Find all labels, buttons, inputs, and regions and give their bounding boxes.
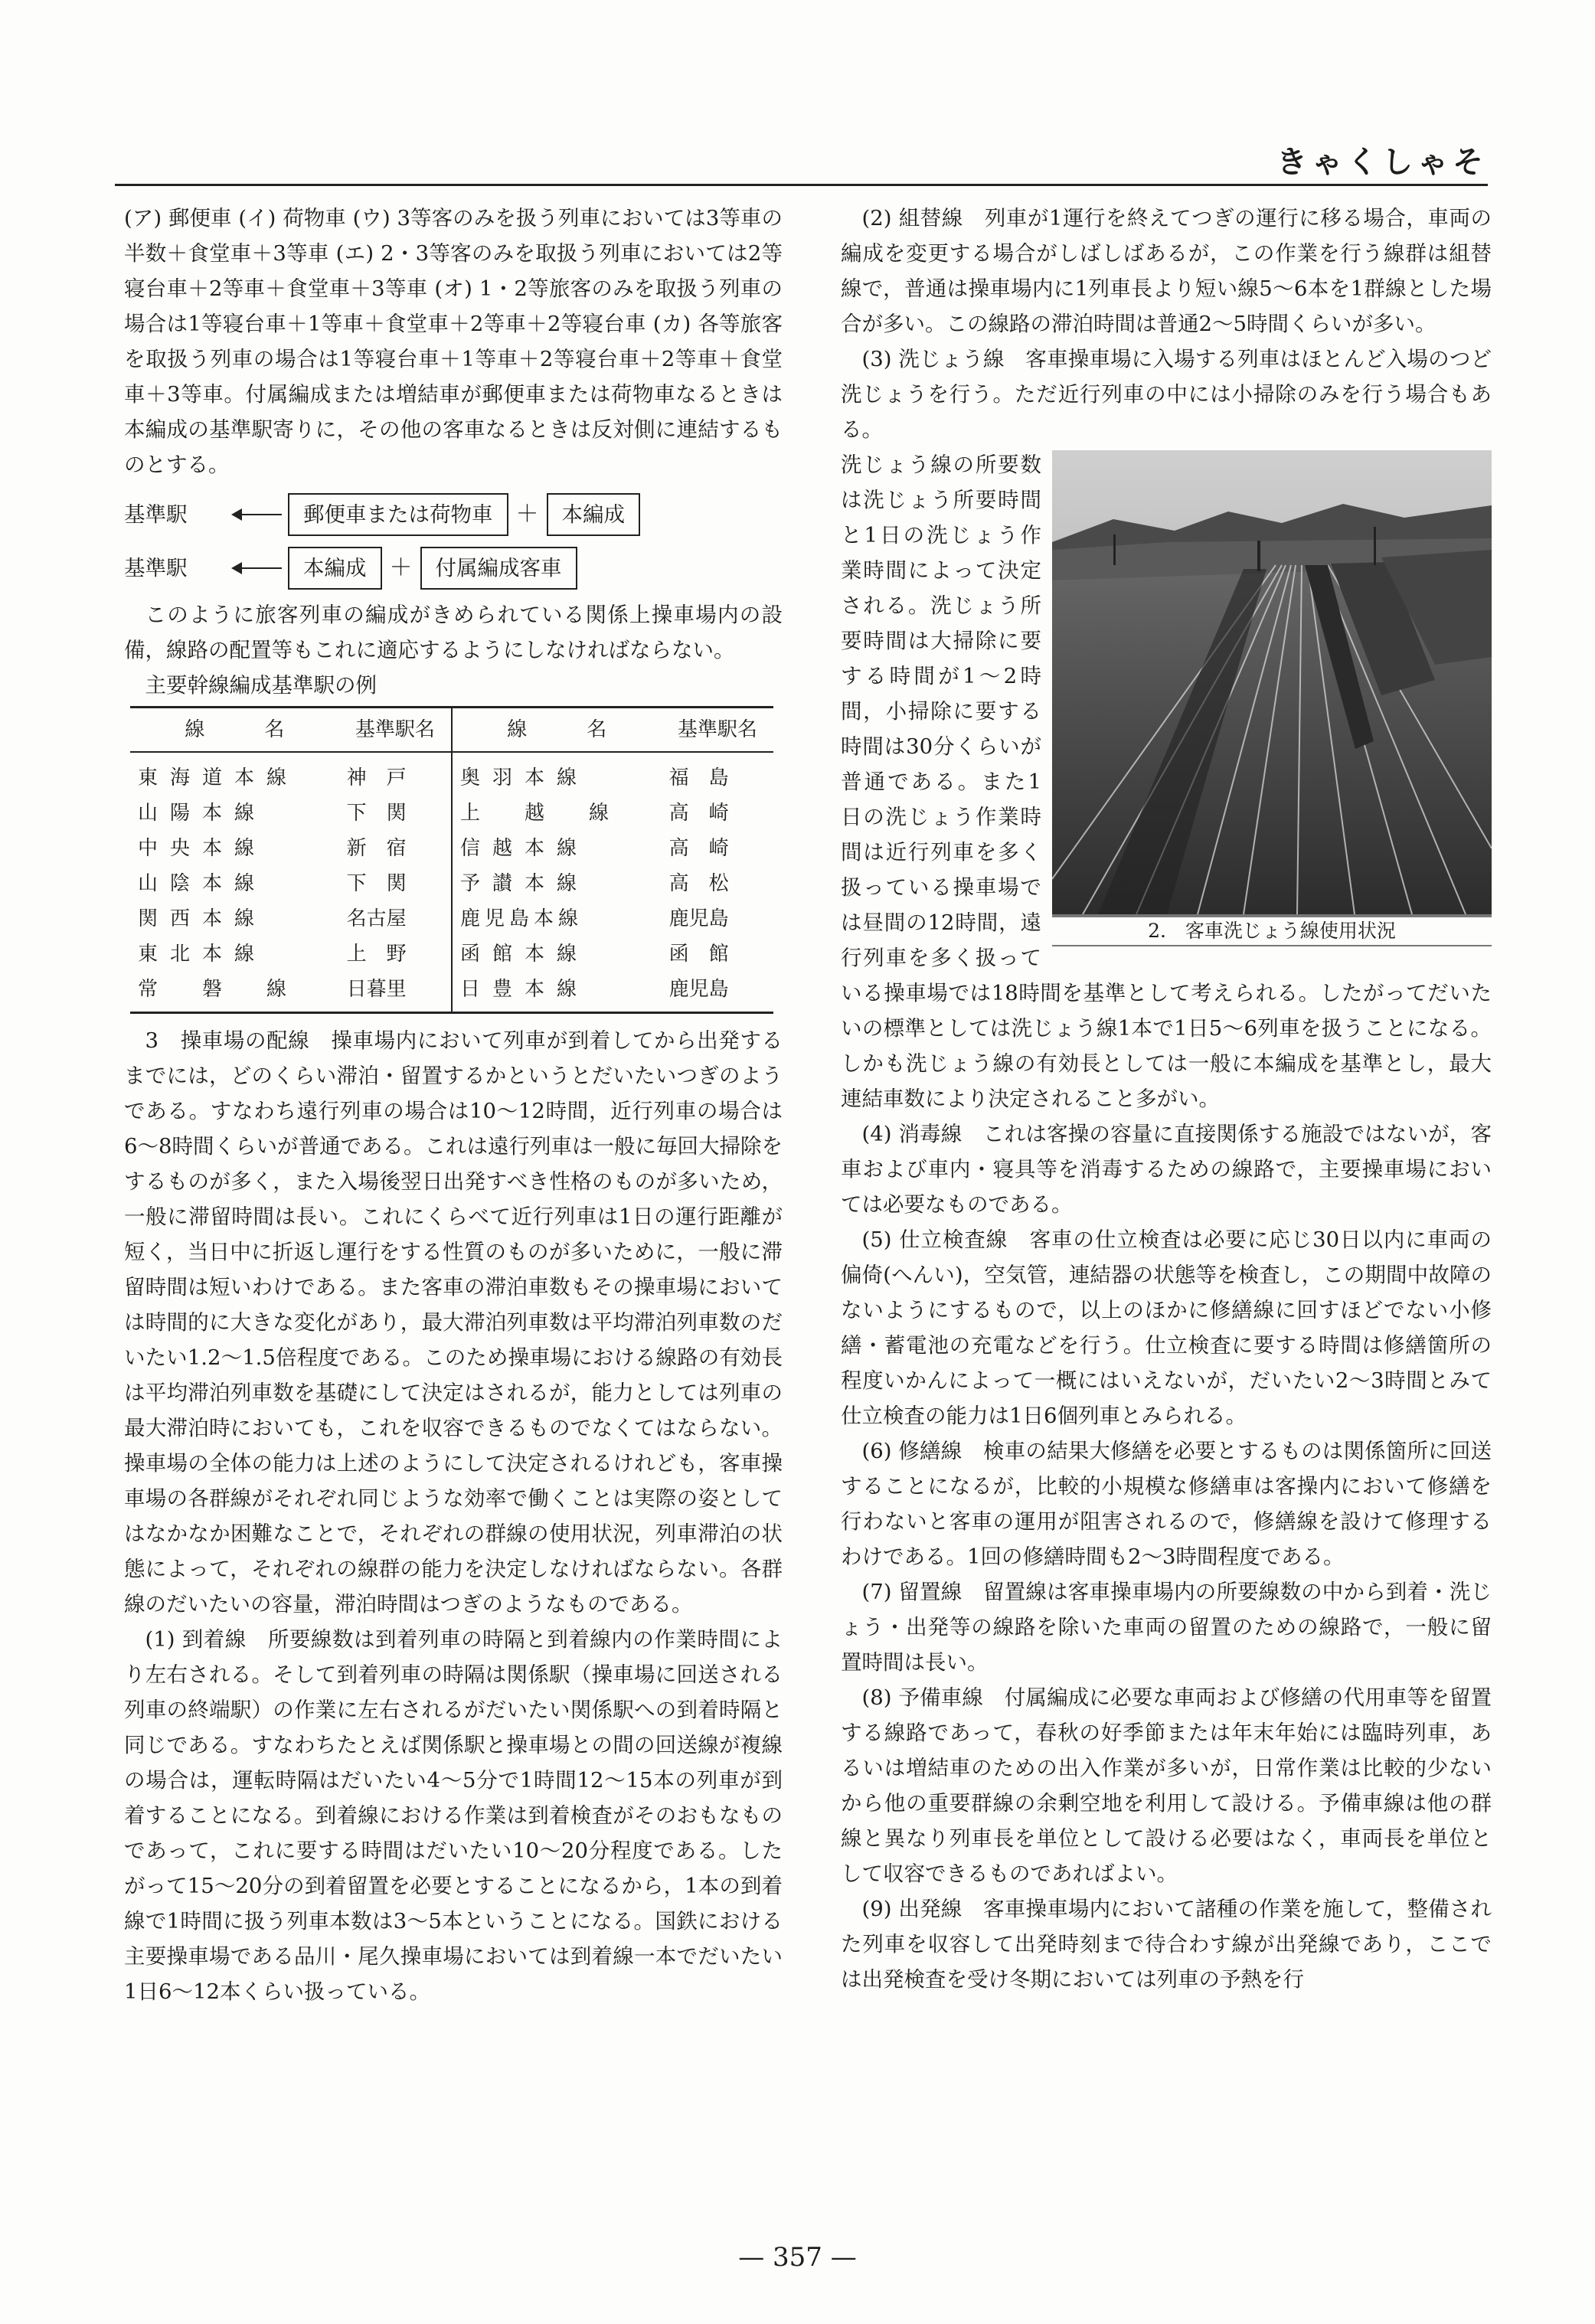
diagram-base-station-label: 基準駅 — [124, 502, 188, 527]
table-cell: 日豊本線 — [452, 972, 662, 1013]
table-row — [130, 831, 773, 866]
photo-wrap — [841, 447, 1492, 1116]
diagram-base-station-label: 基準駅 — [124, 556, 188, 580]
table-header: 線 名 — [130, 708, 339, 753]
table-row — [130, 752, 773, 796]
diagram-row-2 — [124, 544, 783, 593]
photo-caption: 2. 客車洗じょう線使用状況 — [1052, 917, 1492, 945]
table-cell: 高 崎 — [668, 802, 729, 825]
table-row — [130, 972, 773, 1013]
base-station-table — [130, 706, 773, 1014]
table-row — [130, 796, 773, 831]
paragraph-spare-car-track: (8) 予備車線 付属編成に必要な車両および修繕の代用車等を留置する線路であって，春秋の好季節または年末年始には臨時列車，あるいは増結車のための出入作業が多いが，日常作業は比較的少ないから他の重要群線の余剰空地を利用して設ける。予備車線は他の群線と異なり列車長を単位として設ける必要はなく，車両長を単位として収容できるものであればよい。 — [841, 1685, 1492, 1886]
left-column — [124, 201, 783, 2009]
table-cell: 下 関 — [339, 866, 452, 901]
paragraph-reformation-track: (2) 組替線 列車が1運行を終えてつぎの運行に移る場合，車両の編成を変更する場合がしばしばあるが，この作業を行う線群は組替線で，普通は操車場内に1列車長より短い線5〜6本を1群線とした場合が多い。この線路の滞泊時間は普通2〜5時間くらいが多い。 — [841, 206, 1492, 336]
diagram-box-main-set: 本編成 — [288, 547, 382, 590]
table-row — [130, 866, 773, 901]
composition-diagram — [124, 490, 783, 593]
paragraph-facility-note: このように旅客列車の編成がきめられている関係上操車場内の設備，線路の配置等もこれに適応するようにしなければならない。 — [124, 603, 783, 662]
table-cell: 高 崎 — [668, 837, 729, 860]
table-cell: 鹿児島 — [668, 907, 729, 930]
table-row — [130, 901, 773, 936]
table-cell: 中央本線 — [138, 837, 267, 860]
table-cell: 新 宿 — [339, 831, 452, 866]
running-head: きゃくしゃそ — [1276, 144, 1488, 180]
paragraph-washing-capacity: 洗じょう線の所要数は洗じょう所要時間と1日の洗じょう作業時間によって決定される。洗じょう所要時間は大掃除に要する時間が1〜2時間，小掃除に要する時間は30分くらいが普通である。また1日の洗じょう作業時間は近行列車を多く扱っている操車場では昼間の12時間，遠行列車を多く扱っている操車場では18時間を基準として考えられる。したがってだいたいの標準としては洗じょう線1本で1日5〜6列車を扱うことになる。しかも洗じょう線の有効長としては一般に本編成を基準とし，最大連結車数により決定されること多がい。 — [841, 453, 1492, 1111]
table-cell: 名古屋 — [339, 901, 452, 936]
table-cell: 鹿児島 — [662, 972, 773, 1013]
table-cell: 函 館 — [668, 943, 729, 966]
paragraph-train-composition: (ア) 郵便車 (イ) 荷物車 (ウ) 3等客のみを扱う列車においては3等車の半数＋食堂車＋3等車 (エ) 2・3等客のみを取扱う列車においては2等寝台車＋2等車＋食堂車＋3等車 (オ) 1・2等旅客のみを取扱う列車の場合は1等寝台車＋1等車＋食堂車＋2等車＋2等寝台車 (カ) 各等旅客を取扱う列車の場合は1等寝台車＋1等車＋2等寝台車＋2等車＋食堂車＋3等車。付属編成または増結車が郵便車または荷物車なるときは本編成の基準駅寄りに，その他の客車なるときは反対側に連結するものとする。 — [124, 206, 783, 477]
table-cell: 常 磐 線 — [130, 972, 339, 1013]
left-arrow-icon — [234, 514, 282, 515]
diagram-box-attached-cars: 付属編成客車 — [420, 547, 577, 590]
diagram-row-1 — [124, 490, 783, 539]
plus-sign: ＋ — [515, 501, 539, 528]
header-rule — [115, 184, 1488, 186]
table-header: 線 名 — [452, 708, 662, 753]
table-caption: 主要幹線編成基準駅の例 — [145, 673, 377, 698]
left-arrow-icon — [234, 567, 282, 569]
diagram-box-mail-baggage: 郵便車または荷物車 — [288, 493, 508, 536]
table-cell: 神 戸 — [339, 752, 452, 796]
table-row — [130, 936, 773, 972]
table-cell: 鹿児島本線 — [459, 907, 583, 930]
table-cell: 予讃本線 — [459, 872, 589, 895]
right-column — [841, 201, 1492, 1997]
table-header: 基準駅名 — [339, 708, 452, 753]
table-cell: 奥羽本線 — [459, 766, 589, 789]
washing-track-photo — [1052, 450, 1492, 946]
page-number: — 357 — — [738, 2242, 857, 2273]
paragraph-disinfection-track: (4) 消毒線 これは客操の容量に直接関係する施設ではないが，客車および車内・寝具等を消毒するための線路で，主要操車場においては必要なものである。 — [841, 1122, 1492, 1217]
plus-sign: ＋ — [389, 554, 413, 581]
table-cell: 下 関 — [339, 796, 452, 831]
rail-yard-photo-image — [1052, 450, 1492, 914]
table-cell: 山陰本線 — [138, 872, 267, 895]
paragraph-repair-track: (6) 修繕線 検車の結果大修繕を必要とするものは関係箇所に回送することになるが，比較的小規模な修繕車は客操内において修繕を行わないと客車の運用が阻害されるので，修繕線を設けて修理するわけである。1回の修繕時間も2〜3時間程度である。 — [841, 1439, 1492, 1569]
paragraph-washing-track: (3) 洗じょう線 客車操車場に入場する列車はほとんど入場のつど洗じょうを行う。ただ近行列車の中には小掃除のみを行う場合もある。 — [841, 347, 1492, 442]
table-cell: 日暮里 — [339, 972, 452, 1013]
table-header: 基準駅名 — [662, 708, 773, 753]
table-cell: 高 松 — [668, 872, 729, 895]
table-cell: 函館本線 — [459, 943, 589, 966]
paragraph-storage-track: (7) 留置線 留置線は客車操車場内の所要線数の中から到着・洗じょう・出発等の線路を除いた車両の留置のための線路で，一般に留置時間は長い。 — [841, 1580, 1492, 1675]
paragraph-yard-wiring: 3 操車場の配線 操車場内において列車が到着してから出発するまでには，どのくらい滞泊・留置するかというとだいたいつぎのようである。すなわち遠行列車の場合は10〜12時間，近行列車の場合は6〜8時間くらいが普通である。これは遠行列車は一般に毎回大掃除をするものが多く，また入場後翌日出発すべき性格のものが多いため，一般に滞留時間は長い。これにくらべて近行列車は1日の運行距離が短く，当日中に折返し運行をする性質のものが多いために，一般に滞留時間は短いわけである。また客車の滞泊車数もその操車場においては時間的に大きな変化があり，最大滞泊列車数は平均滞泊列車数のだいたい1.2〜1.5倍程度である。このため操車場における線路の有効長は平均滞泊列車数を基礎にして決定はされるが，能力としては列車の最大滞泊時においても，これを収容できるものでなくてはならない。操車場の全体の能力は上述のようにして決定されるけれども，客車操車場の各群線がそれぞれ同じような効率で働くことは実際の姿としてはなかなか困難なことで，それぞれの群線の使用状況，列車滞泊の状態によって，それぞれの線群の能力を決定しなければならない。各群線のだいたいの容量，滞泊時間はつぎのようなものである。 — [124, 1028, 783, 1616]
table-cell: 山陽本線 — [138, 802, 267, 825]
table-cell: 福 島 — [668, 766, 729, 789]
table-cell: 信越本線 — [459, 837, 589, 860]
table-cell: 東北本線 — [138, 943, 267, 966]
table-cell: 東海道本線 — [138, 766, 299, 789]
paragraph-inspection-track: (5) 仕立検査線 客車の仕立検査は必要に応じ30日以内に車両の偏倚(へんい)，空気管，連結器の状態等を検査し，この期間中故障のないようにするもので，以上のほかに修繕線に回すほどでない小修繕・蓄電池の充電などを行う。仕立検査に要する時間は修繕箇所の程度いかんによって一概にはいえないが，だいたい2〜3時間とみて仕立検査の能力は1日6個列車とみられる。 — [841, 1227, 1492, 1428]
paragraph-departure-track: (9) 出発線 客車操車場内において諸種の作業を施して，整備された列車を収容して出発時刻まで待合わす線が出発線であり，ここでは出発検査を受け冬期においては列車の予熱を行 — [841, 1897, 1492, 1992]
paragraph-arrival-track: (1) 到着線 所要線数は到着列車の時隔と到着線内の作業時間により左右される。そして到着列車の時隔は関係駅（操車場に回送される列車の終端駅）の作業に左右されるがだいたい関係駅への到着時隔と同じである。すなわちたとえば関係駅と操車場との間の回送線が複線の場合は，運転時隔はだいたい4〜5分で1時間12〜15本の列車が到着することになる。到着線における作業は到着検査がそのおもなものであって，これに要する時間はだいたい10〜20分程度である。したがって15〜20分の到着留置を必要とすることになるから，1本の到着線で1時間に扱う列車本数は3〜5本ということになる。国鉄における主要操車場である品川・尾久操車場においては到着線一本でだいたい1日6〜12本くらい扱っている。 — [124, 1627, 783, 2004]
table-cell: 関西本線 — [138, 907, 267, 930]
diagram-box-main-set: 本編成 — [547, 493, 641, 536]
table-cell: 上 野 — [339, 936, 452, 972]
table-cell: 上 越 線 — [459, 802, 621, 825]
